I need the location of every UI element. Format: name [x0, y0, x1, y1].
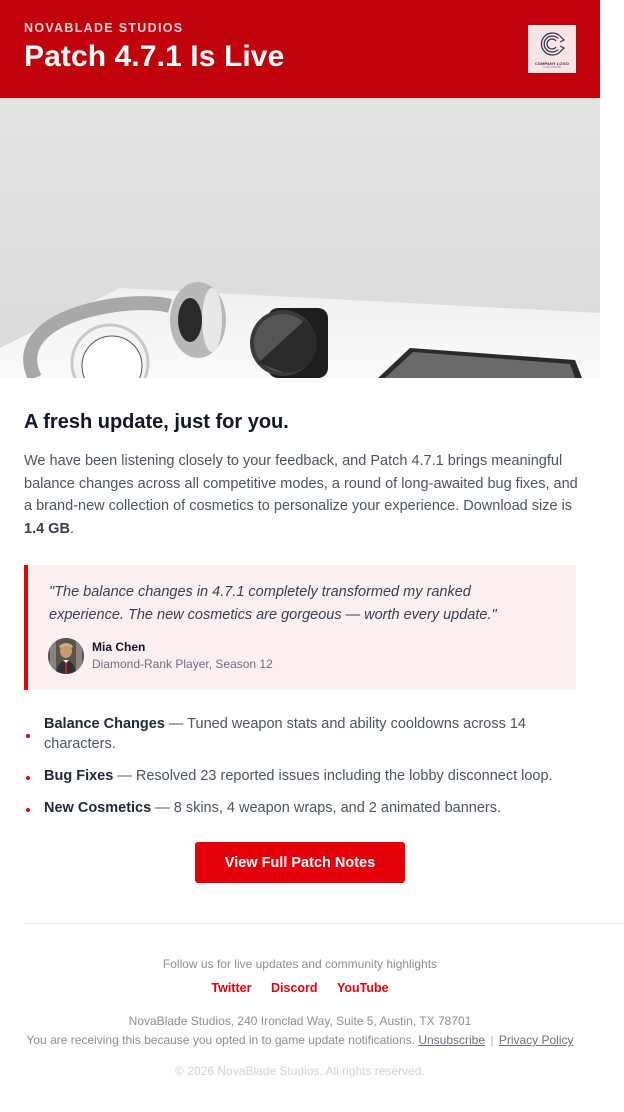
bullet-icon: [26, 776, 30, 780]
feature-description: — Resolved 23 reported issues including the lobby disconnect loop.: [113, 768, 553, 784]
notice-text: You are receiving this because you opted in to game update notifications.: [26, 1033, 419, 1047]
avatar-photo-icon: [48, 638, 84, 674]
privacy-policy-link[interactable]: Privacy Policy: [498, 1033, 574, 1047]
divider: [24, 923, 624, 924]
email-header: [0, 0, 600, 98]
company-logo: [528, 25, 576, 73]
email-footer: [0, 955, 600, 1080]
hero-image: [0, 98, 600, 378]
section-heading: A fresh update, just for you.: [24, 411, 289, 433]
discord-link[interactable]: Discord: [270, 981, 318, 995]
copyright: © 2026 NovaBlade Studios. All rights reserved.: [175, 1064, 425, 1078]
feature-title: New Cosmetics: [44, 800, 152, 816]
testimonial-card: [24, 565, 576, 690]
subscription-notice: [0, 1032, 600, 1049]
feature-title: Balance Changes: [44, 716, 165, 732]
avatar: [48, 638, 84, 674]
bullet-icon: [26, 734, 30, 738]
download-size: 1.4 GB: [24, 520, 70, 537]
testimonial-role: Diamond-Rank Player, Season 12: [92, 657, 273, 671]
company-address: NovaBlade Studios, 240 Ironclad Way, Suite 5, Austin, TX 78701: [128, 1014, 472, 1028]
feature-list: [24, 714, 584, 830]
feature-description: — 8 skins, 4 weapon wraps, and 2 animated banners.: [151, 800, 501, 816]
list-item: [24, 766, 584, 786]
social-links: [0, 979, 600, 997]
logo-subtext: YOUR TAGLINE: [542, 66, 562, 69]
testimonial-quote: "The balance changes in 4.7.1 completely transformed my ranked experience. The new cosmetics are gorgeous — worth every update.": [49, 584, 497, 623]
intro-paragraph: We have been listening closely to your feedback, and Patch 4.7.1 brings meaningful balance changes across all competitive modes, a round of long-awaited bug fixes, and a brand-new collection of cosmetics to personalize your experience. Download size is 1.4 GB.: [24, 453, 578, 537]
logo-c-icon: [536, 28, 568, 60]
intro-text: We have been listening closely to your feedback, and Patch 4.7.1 brings meaningful balance changes across all competitive modes, a round of long-awaited bug fixes, and a brand-new collection of cosmetics to personalize your experience. Download size is: [24, 453, 578, 514]
twitter-link[interactable]: Twitter: [211, 981, 252, 995]
youtube-link[interactable]: YouTube: [336, 981, 389, 995]
hero-illustration-icon: [0, 98, 600, 378]
email-title: Patch 4.7.1 Is Live: [24, 40, 285, 73]
feature-description: — Tuned weapon stats and ability cooldowns across 14 characters.: [44, 716, 526, 752]
list-item: [24, 714, 584, 754]
list-item: [24, 798, 584, 818]
view-patch-notes-button[interactable]: View Full Patch Notes: [195, 842, 405, 883]
brand-name: NOVABLADE STUDIOS: [24, 21, 184, 35]
link-separator: |: [490, 1033, 494, 1047]
testimonial-name: Mia Chen: [92, 640, 146, 654]
logo-text: COMPANY LOGO: [534, 61, 570, 66]
unsubscribe-link[interactable]: Unsubscribe: [418, 1033, 486, 1047]
bullet-icon: [26, 808, 30, 812]
follow-text: Follow us for live updates and community highlights: [162, 957, 438, 971]
feature-title: Bug Fixes: [44, 768, 114, 784]
